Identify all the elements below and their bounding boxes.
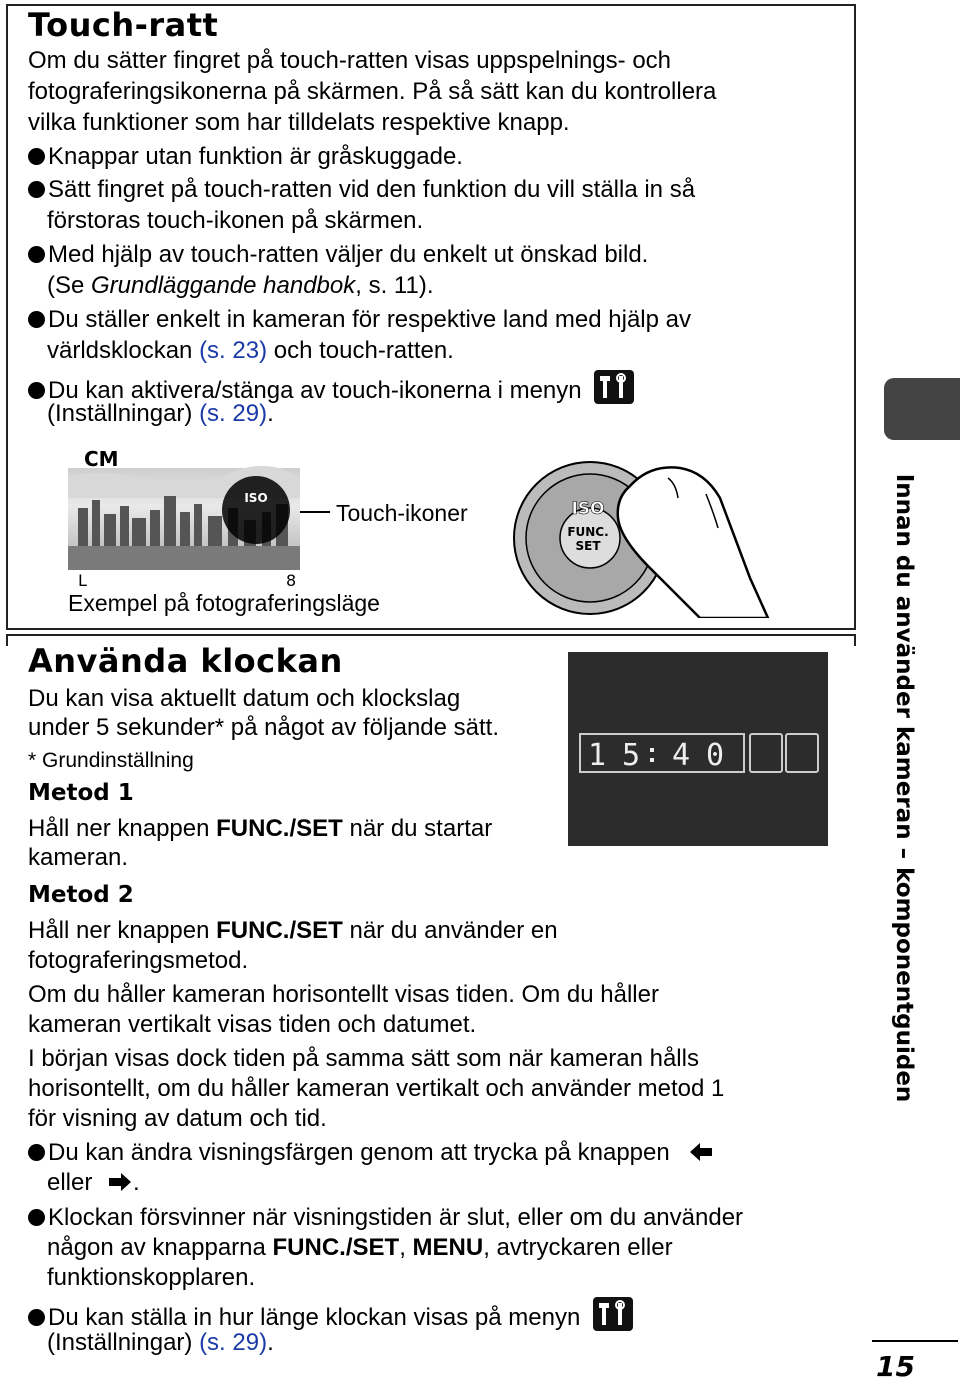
intro-line-3: vilka funktioner som har tilldelats respektive knapp. (28, 109, 570, 136)
clock-digit-hour-ones: 5 (622, 738, 641, 773)
chapter-tab (884, 378, 960, 440)
clock-digit-hour-tens: 1 (588, 738, 607, 773)
page-number-rule (872, 1340, 958, 1342)
bullet-clock-duration-line-2: (Inställningar) (s. 29). (47, 1329, 274, 1356)
bullet-display-color-line-2: eller . (47, 1169, 140, 1196)
bullet-icon (28, 1144, 45, 1161)
bullet-display-color: Du kan ändra visningsfärgen genom att trycka på knappen (28, 1138, 714, 1168)
arrow-left-icon (688, 1141, 714, 1163)
page-ref-link[interactable]: (s. 29) (199, 400, 268, 427)
bullet-world-clock-line-2: världsklockan (s. 23) och touch-ratten. (47, 337, 454, 364)
method-1-text: Håll ner knappen FUNC./SET när du startar (28, 815, 493, 842)
clock-intro-line-2: under 5 sekunder* på något av följande sätt. (28, 714, 499, 741)
bullet-icon (28, 1309, 45, 1326)
bullet-finger-on-dial: Sätt fingret på touch-ratten vid den funktion du vill ställa in så (28, 175, 695, 205)
bullet-toggle-touch-icons-line-2: (Inställningar) (s. 29). (47, 400, 274, 427)
section-title-using-clock: Använda klockan (28, 642, 343, 680)
settings-tools-icon (594, 370, 634, 404)
bullet-clock-disappears-line-2: någon av knapparna FUNC./SET, MENU, avtryckaren eller (47, 1234, 673, 1261)
bullet-icon (28, 311, 45, 328)
clock-digit-minute-tens: 4 (672, 738, 691, 773)
touch-icons-label: Touch-ikoner (336, 500, 468, 526)
intro-line-1: Om du sätter fingret på touch-ratten visas uppspelnings- och (28, 47, 672, 74)
bullet-icon (28, 1209, 45, 1226)
bullet-grayed-buttons: Knappar utan funktion är gråskuggade. (28, 142, 463, 172)
bullet-clock-disappears: Klockan försvinner när visningstiden är slut, eller om du använder (28, 1203, 743, 1233)
bullet-finger-on-dial-line-2: förstoras touch-ikonen på skärmen. (47, 207, 424, 234)
touch-dial-illustration (500, 458, 770, 618)
clock-display (568, 652, 828, 846)
method-2-text: Håll ner knappen FUNC./SET när du använder en (28, 917, 558, 944)
arrow-right-icon (107, 1171, 133, 1193)
bullet-icon (28, 181, 45, 198)
page-ref-link[interactable]: (s. 23) (199, 337, 268, 364)
bullet-clock-duration: Du kan ställa in hur länge klockan visas på menyn (28, 1297, 633, 1333)
initial-para-line-1: I början visas dock tiden på samma sätt som när kameran hålls (28, 1045, 699, 1072)
footnote: * Grundinställning (28, 749, 194, 772)
method-2-text-line-2: fotograferingsmetod. (28, 947, 249, 974)
dial-set-label: SET (575, 539, 601, 553)
settings-tools-icon (593, 1297, 633, 1331)
dial-iso-label: ISO (571, 499, 605, 519)
bullet-icon (28, 246, 45, 263)
bullet-select-image-ref: (Se Grundläggande handbok, s. 11). (47, 272, 434, 299)
page-ref-link[interactable]: (s. 29) (199, 1329, 268, 1356)
dial-func-label: FUNC. (567, 525, 609, 539)
screen-size-label: L (78, 571, 87, 590)
clock-digit-minute-ones: 0 (706, 738, 725, 773)
screen-mode-label: CM (84, 447, 119, 471)
bullet-select-image: Med hjälp av touch-ratten väljer du enkelt ut önskad bild. (28, 240, 648, 270)
method-1-text-line-2: kameran. (28, 844, 129, 871)
bullet-world-clock: Du ställer enkelt in kameran för respektive land med hjälp av (28, 305, 691, 335)
page-number: 15 (876, 1350, 915, 1383)
initial-para-line-2: horisontellt, om du håller kameran vertikalt och använder metod 1 (28, 1075, 725, 1102)
clock-intro-line-1: Du kan visa aktuellt datum och klockslag (28, 685, 461, 712)
figure-caption: Exempel på fotograferingsläge (68, 590, 380, 616)
shooting-mode-screen-example (68, 438, 300, 590)
bullet-toggle-touch-icons: Du kan aktivera/stänga av touch-ikonerna i menyn (28, 370, 634, 406)
intro-line-2: fotograferingsikonerna på skärmen. På så sätt kan du kontrollera (28, 78, 717, 105)
callout-line (300, 511, 330, 513)
bullet-clock-disappears-line-3: funktionskopplaren. (47, 1264, 256, 1291)
screen-iso-label: ISO (244, 491, 268, 505)
method-1-heading: Metod 1 (28, 780, 134, 806)
initial-para-line-3: för visning av datum och tid. (28, 1105, 327, 1132)
screen-count-label: 8 (286, 571, 297, 590)
bullet-icon (28, 148, 45, 165)
bullet-icon (28, 382, 45, 399)
section-title-touch-dial: Touch-ratt (28, 6, 219, 44)
chapter-side-label: Innan du använder kameran – komponentguiden (891, 473, 917, 1103)
orientation-para-line-2: kameran vertikalt visas tiden och datumet. (28, 1011, 477, 1038)
orientation-para-line-1: Om du håller kameran horisontellt visas tiden. Om du håller (28, 981, 659, 1008)
method-2-heading: Metod 2 (28, 882, 134, 908)
